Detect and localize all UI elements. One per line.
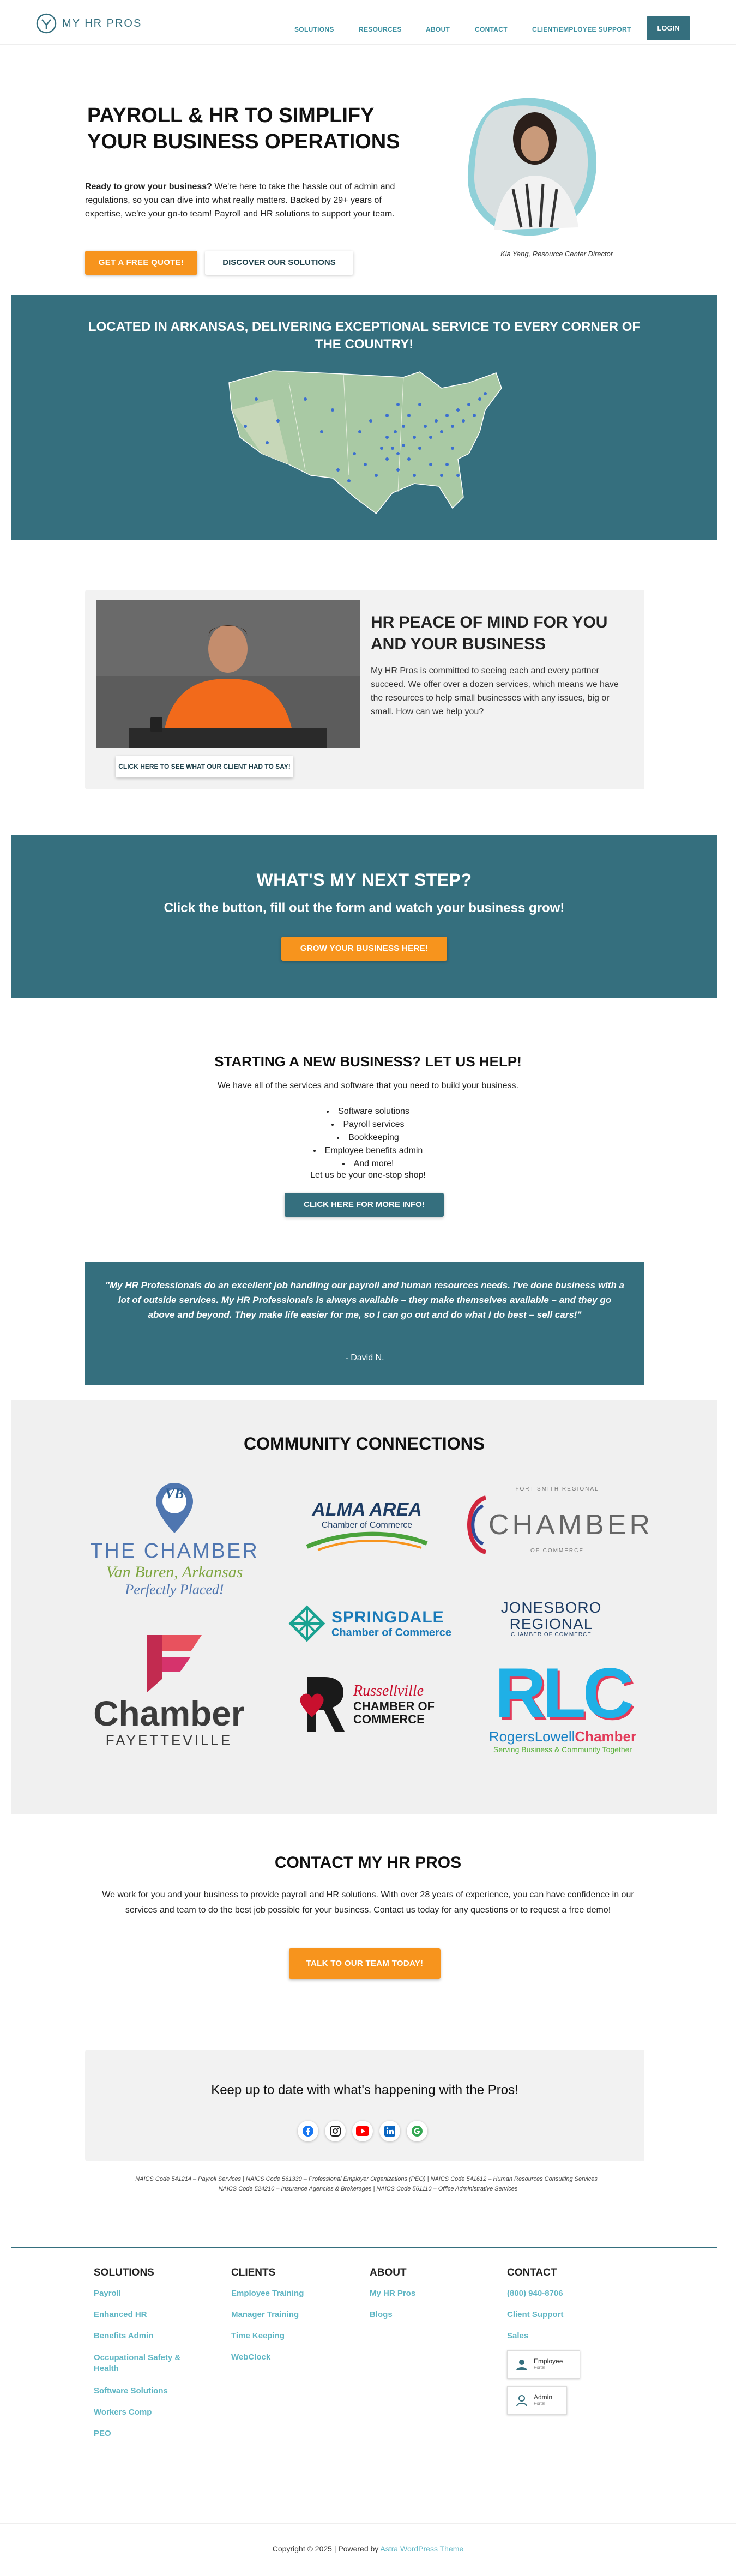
footer-link-manager-training[interactable]: Manager Training	[231, 2310, 299, 2319]
footer-link-software-solutions[interactable]: Software Solutions	[94, 2386, 168, 2396]
rlc-tag: Serving Business & Community Together	[493, 1745, 632, 1754]
springdale-sub: Chamber of Commerce	[331, 1626, 452, 1639]
employee-portal-label: Employee	[534, 2357, 563, 2365]
new-business-outro: Let us be your one-stop shop!	[310, 1171, 426, 1180]
footer-divider	[11, 2247, 717, 2248]
footer-clients	[231, 2267, 351, 2374]
hero-title	[87, 102, 436, 155]
footer-link-peo[interactable]: PEO	[94, 2429, 111, 2438]
employee-portal-button[interactable]	[507, 2350, 580, 2379]
alma-swoosh	[301, 1530, 432, 1552]
testimonial-author: - David N.	[345, 1353, 384, 1362]
fs-top: FORT SMITH REGIONAL	[515, 1486, 599, 1492]
login-button[interactable]: LOGIN	[647, 16, 690, 40]
footer-link-employee-training[interactable]: Employee Training	[231, 2289, 304, 2298]
footer-clients-title: CLIENTS	[231, 2267, 276, 2278]
nav-contact[interactable]: CONTACT	[475, 26, 508, 33]
linkedin-icon[interactable]	[379, 2121, 400, 2141]
admin-portal-button[interactable]	[507, 2386, 567, 2415]
map-section-title: LOCATED IN ARKANSAS, DELIVERING EXCEPTIONAL SERVICE TO EVERY CORNER OF THE COUNTRY!	[88, 319, 641, 352]
footer-link-my-hr-pros[interactable]: My HR Pros	[370, 2289, 416, 2298]
peace-body: My HR Pros is committed to seeing each and every partner succeed. We offer over a dozen services, which means we have the resources to help small businesses with any issues, big or small. How can we help you?	[371, 666, 619, 716]
list-item: • And more!	[0, 1157, 736, 1171]
employee-portal-sub: Portal	[534, 2365, 545, 2370]
jonesboro-chamber-logo[interactable]	[483, 1594, 619, 1643]
facebook-icon[interactable]	[298, 2121, 318, 2141]
nav-client-support[interactable]: CLIENT/EMPLOYEE SUPPORT	[532, 26, 631, 33]
community-title: COMMUNITY CONNECTIONS	[243, 1434, 485, 1453]
footer-contact	[507, 2267, 627, 2415]
vb-badge-text: VB	[165, 1486, 184, 1501]
talk-to-team-button[interactable]: TALK TO OUR TEAM TODAY!	[289, 1948, 441, 1979]
fort-smith-chamber-logo[interactable]	[475, 1476, 654, 1564]
russellville-r-heart-icon	[297, 1672, 346, 1737]
vb-title: THE CHAMBER	[90, 1539, 259, 1563]
admin-portal-label: Admin	[534, 2393, 553, 2401]
footer-contact-title: CONTACT	[507, 2267, 557, 2278]
springdale-chamber-logo[interactable]	[277, 1602, 462, 1645]
contact-title: CONTACT MY HR PROS	[274, 1854, 462, 1872]
instagram-icon[interactable]	[325, 2121, 346, 2141]
fs-main: CHAMBER	[488, 1509, 654, 1541]
fs-sub: OF COMMERCE	[530, 1548, 584, 1554]
youtube-icon[interactable]	[352, 2121, 373, 2141]
footer-about-title: ABOUT	[370, 2267, 407, 2278]
google-icon[interactable]	[407, 2121, 427, 2141]
footer-link-time-keeping[interactable]: Time Keeping	[231, 2331, 285, 2340]
alma-title: ALMA AREA	[312, 1499, 422, 1520]
rogers-lowell-chamber-logo[interactable]	[470, 1640, 655, 1771]
footer-link-phone[interactable]: (800) 940-8706	[507, 2289, 563, 2298]
footer-solutions-title: SOLUTIONS	[94, 2267, 154, 2278]
more-info-button[interactable]: CLICK HERE FOR MORE INFO!	[285, 1193, 444, 1217]
admin-user-icon	[515, 2394, 528, 2407]
footer-link-enhanced-hr[interactable]: Enhanced HR	[94, 2310, 147, 2319]
social-icons	[298, 2121, 427, 2141]
footer-link-payroll[interactable]: Payroll	[94, 2289, 122, 2298]
map-section	[11, 295, 717, 540]
hero-lead-text: We're here to take the hassle out of admin and regulations, so you can dive into what really matters. Backed by 29+ years of expertise, we're your go-to team! Payroll and HR solutions to support your team.	[85, 182, 395, 219]
russ-script: Russellville	[353, 1682, 424, 1699]
contact-body: We work for you and your business to provide payroll and HR solutions. With over 28 years of experience, you can have confidence in our services and team to do the best job possible for your business. Contact us today for any questions or to request a free demo!	[102, 1890, 634, 1915]
list-item: • Software solutions	[0, 1105, 736, 1118]
hero-title-line1: PAYROLL & HR TO SIMPLIFY	[87, 104, 375, 127]
peace-section	[85, 590, 644, 789]
hero-lead	[85, 180, 412, 221]
alma-sub: Chamber of Commerce	[321, 1520, 413, 1530]
hero-title-line2: YOUR BUSINESS OPERATIONS	[87, 130, 400, 153]
logo[interactable]	[36, 13, 142, 34]
copyright-bar	[0, 2523, 736, 2572]
russellville-chamber-logo[interactable]	[276, 1666, 456, 1742]
next-step-section	[11, 835, 717, 998]
footer-link-sales[interactable]: Sales	[507, 2331, 529, 2340]
rlc-name1: RogersLowell	[488, 1728, 575, 1745]
community-section	[11, 1400, 717, 1814]
social-box	[85, 2050, 644, 2161]
fay-main: Chamber	[93, 1693, 245, 1733]
photo-caption: Kia Yang, Resource Center Director	[500, 250, 613, 258]
grow-business-button[interactable]: GROW YOUR BUSINESS HERE!	[281, 937, 447, 961]
logo-icon	[36, 13, 57, 34]
testimonial-quote: "My HR Professionals do an excellent job handling our payroll and human resources needs. I've done business with a lot of outside services. My HR Professionals is always available – they make themselves available – and they go above and beyond. They make life easier for me, so I can go out and do what I do best – sell cars!"	[105, 1280, 625, 1320]
get-quote-button[interactable]: GET A FREE QUOTE!	[85, 251, 197, 275]
fay-sub: FAYETTEVILLE	[105, 1732, 233, 1748]
logo-text: MY HR PROS	[62, 17, 142, 29]
peace-title: HR PEACE OF MIND FOR YOU AND YOUR BUSINESS	[371, 613, 608, 653]
jonesboro-main2: REGIONAL	[509, 1615, 593, 1632]
copyright-text: Copyright © 2025 | Powered by	[272, 2544, 381, 2553]
fayetteville-chamber-logo[interactable]	[82, 1618, 256, 1760]
jonesboro-sub: CHAMBER OF COMMERCE	[511, 1631, 592, 1638]
client-video-button[interactable]: CLICK HERE TO SEE WHAT OUR CLIENT HAD TO SAY!	[116, 756, 293, 777]
next-step-subtitle: Click the button, fill out the form and watch your business grow!	[164, 901, 565, 915]
user-icon	[515, 2358, 528, 2371]
nav-solutions[interactable]: SOLUTIONS	[294, 26, 334, 33]
footer-link-benefits-admin[interactable]: Benefits Admin	[94, 2331, 154, 2340]
testimonial	[85, 1262, 644, 1385]
fs-arc-icon	[461, 1492, 488, 1558]
rlc-name2: Chamber	[575, 1728, 637, 1745]
jonesboro-main: JONESBORO	[500, 1598, 602, 1616]
fayetteville-f-icon	[131, 1630, 207, 1695]
footer-link-workers-comp[interactable]: Workers Comp	[94, 2408, 152, 2417]
springdale-lattice-icon	[288, 1604, 326, 1643]
list-item: • Payroll services	[0, 1118, 736, 1131]
discover-solutions-button[interactable]: DISCOVER OUR SOLUTIONS	[205, 251, 353, 275]
hero-photo	[461, 94, 603, 241]
next-step-title: WHAT'S MY NEXT STEP?	[256, 870, 472, 890]
naics-line1: NAICS Code 541214 – Payroll Services | NAICS Code 561330 – Professional Employer Organizations (PEO) | NAICS Code 541612 – Human Resources Consulting Services |	[135, 2176, 601, 2182]
footer-about	[370, 2267, 490, 2331]
contact-section	[0, 1854, 736, 1918]
new-business-title: STARTING A NEW BUSINESS? LET US HELP!	[214, 1053, 522, 1070]
vb-script: Van Buren, Arkansas	[106, 1563, 243, 1581]
social-text: Keep up to date with what's happening with the Pros!	[211, 2083, 518, 2097]
naics-codes	[55, 2174, 681, 2194]
video-thumbnail[interactable]	[96, 600, 360, 748]
hero-lead-bold: Ready to grow your business?	[85, 182, 212, 191]
us-map	[224, 366, 507, 519]
van-buren-chamber-logo[interactable]	[82, 1471, 267, 1607]
nav-resources[interactable]: RESOURCES	[359, 26, 402, 33]
vb-tag: Perfectly Placed!	[125, 1581, 224, 1597]
services-list	[0, 1105, 736, 1171]
theme-link[interactable]: Astra WordPress Theme	[380, 2544, 464, 2553]
footer-link-webclock[interactable]: WebClock	[231, 2352, 271, 2362]
footer-link-client-support[interactable]: Client Support	[507, 2310, 564, 2319]
rlc-letters: RLC	[494, 1652, 631, 1733]
footer-link-blogs[interactable]: Blogs	[370, 2310, 393, 2319]
site-header	[0, 0, 736, 45]
admin-portal-sub: Portal	[534, 2401, 545, 2406]
alma-chamber-logo[interactable]	[293, 1487, 441, 1564]
new-business-intro: We have all of the services and software that you need to build your business.	[217, 1081, 519, 1090]
russ-main: CHAMBER OF COMMERCE	[353, 1699, 435, 1726]
footer-solutions	[94, 2267, 214, 2450]
springdale-main: SPRINGDALE	[331, 1608, 444, 1626]
list-item: • Bookkeeping	[0, 1131, 736, 1144]
list-item: • Employee benefits admin	[0, 1144, 736, 1157]
footer-link-osha[interactable]: Occupational Safety & Health	[94, 2353, 181, 2373]
nav-about[interactable]: ABOUT	[426, 26, 450, 33]
naics-line2: NAICS Code 524210 – Insurance Agencies & Brokerages | NAICS Code 561110 – Office Administrative Services	[218, 2186, 518, 2192]
